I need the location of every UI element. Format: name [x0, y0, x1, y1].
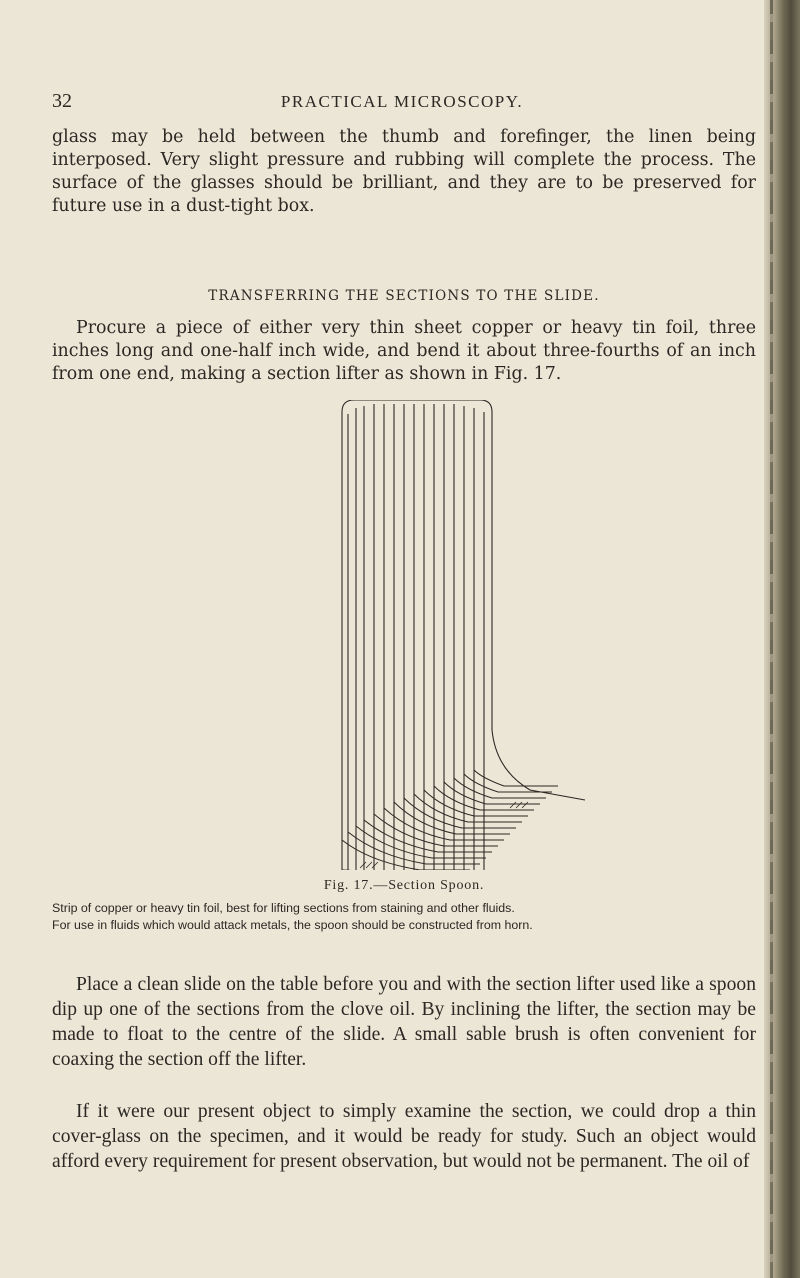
page-number: 32 [52, 90, 72, 112]
figure-description [52, 900, 764, 934]
paragraph-glass-cleaning: glass may be held between the thumb and forefinger, the linen being interposed. Very slight pressure and rubbing will complete the process. The surface of the glasses should be brilliant, and they are to be preserved for future use in a dust-tight box. [52, 127, 756, 216]
figure-caption: Fig. 17.—Section Spoon. [323, 878, 485, 893]
section-heading: TRANSFERRING THE SECTIONS TO THE SLIDE. [208, 288, 600, 304]
figure-description-line-1: Strip of copper or heavy tin foil, best for lifting sections from staining and other fluids. [52, 901, 515, 915]
paragraph-place-slide: Place a clean slide on the table before you and with the section lifter used like a spoon dip up one of the sections from the clove oil. By inclining the lifter, the section may be made to float to the centre of the slide. A small sable brush is often convenient for coaxing the section off the lifter. [52, 974, 756, 1070]
page-binding-edge [764, 0, 800, 1278]
running-head: PRACTICAL MICROSCOPY. [280, 92, 524, 111]
figure-17 [330, 400, 590, 870]
section-spoon-icon [330, 400, 590, 870]
figure-description-line-2: For use in fluids which would attack metals, the spoon should be constructed from horn. [52, 918, 533, 932]
page-header [52, 90, 752, 116]
paragraph-procure-lifter: Procure a piece of either very thin sheet copper or heavy tin foil, three inches long and one-half inch wide, and bend it about three-fourths of an inch from one end, making a section lifter as shown in Fig. 17. [52, 318, 756, 384]
paragraph-cover-glass: If it were our present object to simply examine the section, we could drop a thin cover-glass on the specimen, and it would be ready for study. Such an object would afford every requirement for present observation, but would not be permanent. The oil of [52, 1101, 756, 1172]
